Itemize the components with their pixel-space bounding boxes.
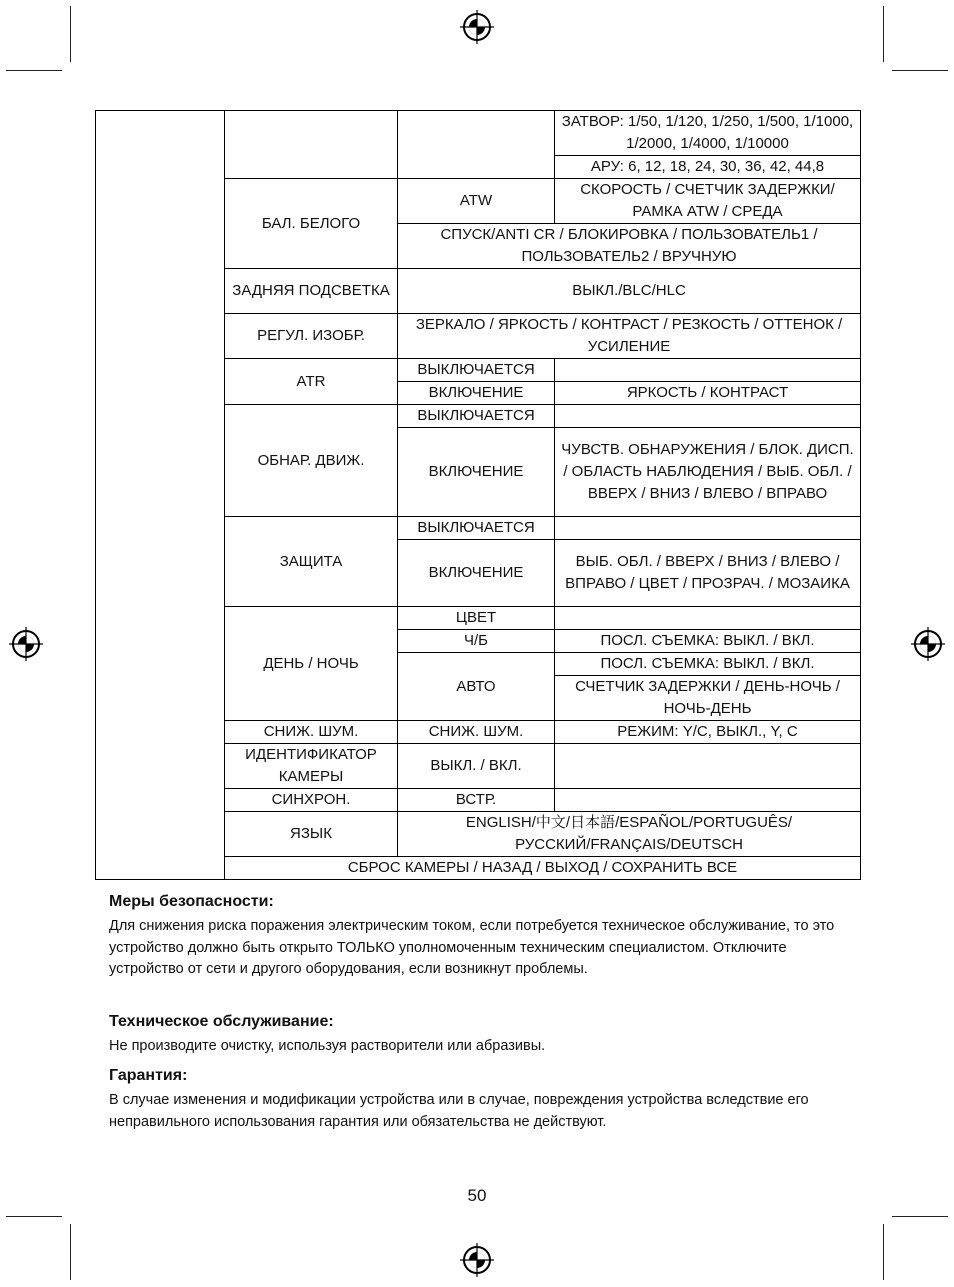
table-cell [555,607,861,630]
privacy-on: ВКЛЮЧЕНИЕ [398,540,555,607]
maintenance-section [109,1012,849,1058]
motion-on-options: ЧУВСТВ. ОБНАРУЖЕНИЯ / БЛОК. ДИСП. / ОБЛАСТЬ НАБЛЮДЕНИЯ / ВЫБ. ОБЛ. / ВВЕРХ / ВНИЗ / ВЛЕВО / ВПРАВО [555,428,861,517]
crop-mark [6,1216,62,1217]
wb-atw-label: ATW [398,179,555,224]
warranty-heading: Гарантия: [109,1067,188,1084]
atr-on: ВКЛЮЧЕНИЕ [398,382,555,405]
table-cell [555,359,861,382]
white-balance-label: БАЛ. БЕЛОГО [225,179,398,269]
camera-id-label: ИДЕНТИФИКАТОР КАМЕРЫ [225,744,398,789]
language-options: ENGLISH/中文/日本語/ESPAÑOL/PORTUGUÊS/ РУССКИЙ/FRANÇAIS/DEUTSCH [398,812,861,857]
wb-modes: СПУСК/ANTI CR / БЛОКИРОВКА / ПОЛЬЗОВАТЕЛЬ1 / ПОЛЬЗОВАТЕЛЬ2 / ВРУЧНУЮ [398,224,861,269]
warranty-section [109,1066,849,1133]
privacy-off: ВЫКЛЮЧАЕТСЯ [398,517,555,540]
registration-mark-icon [9,627,43,661]
registration-mark-icon [460,10,494,44]
privacy-label: ЗАЩИТА [225,517,398,607]
day-night-label: ДЕНЬ / НОЧЬ [225,607,398,721]
camera-reset-row: СБРОС КАМЕРЫ / НАЗАД / ВЫХОД / СОХРАНИТЬ ВСЕ [225,857,861,880]
warranty-text: В случае изменения и модификации устройства или в случае, повреждения устройства вследствие его неправильного использования гарантия или обязательства не действуют. [109,1092,809,1130]
privacy-on-options: ВЫБ. ОБЛ. / ВВЕРХ / ВНИЗ / ВЛЕВО / ВПРАВО / ЦВЕТ / ПРОЗРАЧ. / МОЗАИКА [555,540,861,607]
table-cell [555,744,861,789]
table-cell [555,789,861,812]
noise-reduction-options: РЕЖИМ: Y/C, ВЫКЛ., Y, C [555,721,861,744]
picture-adjust-options: ЗЕРКАЛО / ЯРКОСТЬ / КОНТРАСТ / РЕЗКОСТЬ / ОТТЕНОК / УСИЛЕНИЕ [398,314,861,359]
safety-section [109,892,849,981]
agc-options: АРУ: 6, 12, 18, 24, 30, 36, 42, 44,8 [555,156,861,179]
motion-detect-label: ОБНАР. ДВИЖ. [225,405,398,517]
safety-text: Для снижения риска поражения электрическим током, если потребуется техническое обслуживание, то это устройство должно быть открыто ТОЛЬКО уполномоченным техническим специалистом. Отключите устройство от сети и другого оборудования, если возникнут проблемы. [109,918,835,978]
wb-atw-options: СКОРОСТЬ / СЧЕТЧИК ЗАДЕРЖКИ/ РАМКА ATW / СРЕДА [555,179,861,224]
backlight-label: ЗАДНЯЯ ПОДСВЕТКА [225,269,398,314]
menu-root-cell [96,111,225,880]
table-cell [555,517,861,540]
registration-mark-icon [460,1243,494,1277]
atr-label: ATR [225,359,398,405]
motion-off: ВЫКЛЮЧАЕТСЯ [398,405,555,428]
maintenance-text: Не производите очистку, используя растворители или абразивы. [109,1038,546,1054]
page-number: 50 [467,1186,487,1205]
dn-auto: АВТО [398,653,555,721]
safety-heading: Меры безопасности: [109,893,274,910]
crop-mark [70,1224,71,1280]
dn-auto-options-2: СЧЕТЧИК ЗАДЕРЖКИ / ДЕНЬ-НОЧЬ / НОЧЬ-ДЕНЬ [555,676,861,721]
picture-adjust-label: РЕГУЛ. ИЗОБР. [225,314,398,359]
table-cell [555,405,861,428]
sync-options: ВСТР. [398,789,555,812]
crop-mark [892,70,948,71]
dn-bw-options: ПОСЛ. СЪЕМКА: ВЫКЛ. / ВКЛ. [555,630,861,653]
camera-id-options: ВЫКЛ. / ВКЛ. [398,744,555,789]
menu-structure-table [95,110,861,880]
maintenance-heading: Техническое обслуживание: [109,1013,334,1030]
dn-auto-options-1: ПОСЛ. СЪЕМКА: ВЫКЛ. / ВКЛ. [555,653,861,676]
crop-mark [6,70,62,71]
noise-reduction-label: СНИЖ. ШУМ. [225,721,398,744]
dn-bw: Ч/Б [398,630,555,653]
motion-on: ВКЛЮЧЕНИЕ [398,428,555,517]
table-cell [225,111,398,179]
registration-mark-icon [911,627,945,661]
atr-off: ВЫКЛЮЧАЕТСЯ [398,359,555,382]
crop-mark [892,1216,948,1217]
dn-color: ЦВЕТ [398,607,555,630]
language-label: ЯЗЫК [225,812,398,857]
atr-on-options: ЯРКОСТЬ / КОНТРАСТ [555,382,861,405]
crop-mark [70,6,71,62]
backlight-options: ВЫКЛ./BLC/HLC [398,269,861,314]
noise-reduction-sub: СНИЖ. ШУМ. [398,721,555,744]
crop-mark [883,6,884,62]
sync-label: СИНХРОН. [225,789,398,812]
crop-mark [883,1224,884,1280]
table-cell [398,111,555,179]
shutter-options: ЗАТВОР: 1/50, 1/120, 1/250, 1/500, 1/1000, 1/2000, 1/4000, 1/10000 [555,111,861,156]
